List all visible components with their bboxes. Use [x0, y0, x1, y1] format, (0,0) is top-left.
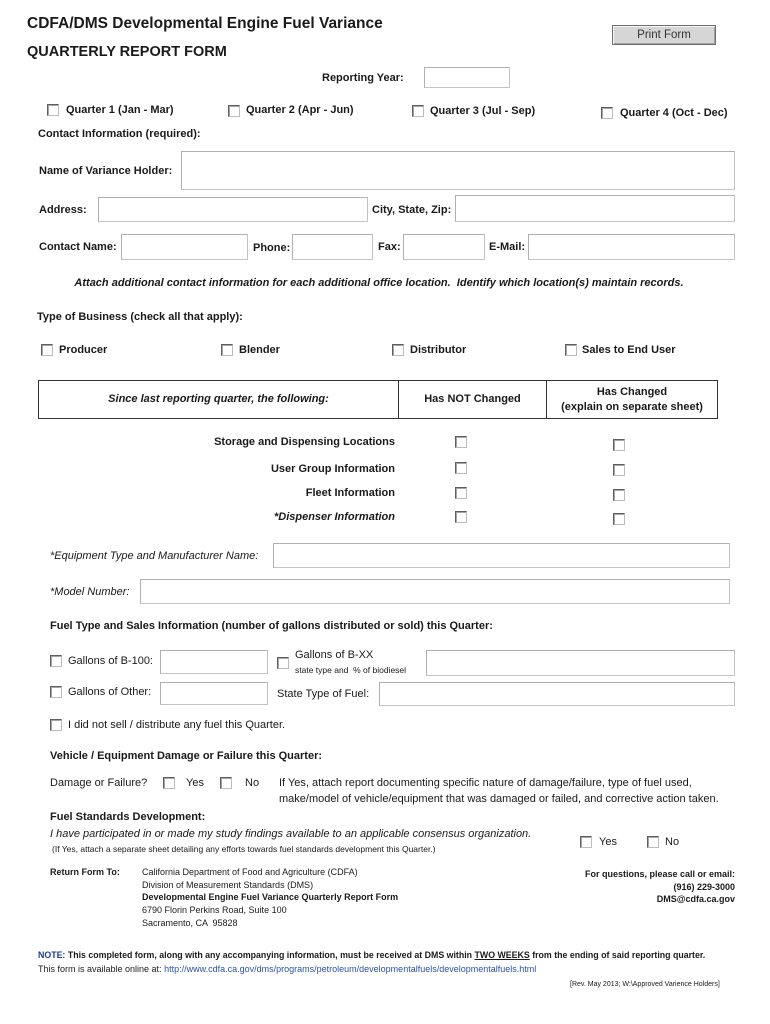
producer-checkbox[interactable] [41, 344, 53, 356]
footer-note [38, 950, 705, 961]
quarter-1-label: Quarter 1 (Jan - Mar) [66, 104, 174, 116]
other-fuel-checkbox[interactable] [50, 686, 62, 698]
return-address-line: Developmental Engine Fuel Variance Quarterly Report Form [142, 892, 399, 902]
phone-label: Phone: [253, 242, 291, 254]
model-number-label: *Model Number: [50, 586, 130, 598]
damage-instructions-line1: If Yes, attach report documenting specific nature of damage/failure, type of fuel used, [279, 777, 692, 789]
business-type-label: Type of Business (check all that apply): [37, 311, 243, 323]
fax-input[interactable] [403, 234, 485, 260]
return-address-line: Sacramento, CA 95828 [142, 918, 238, 928]
change-row-label: User Group Information [270, 463, 395, 475]
quarter-2-checkbox[interactable] [228, 105, 240, 117]
return-address-line: Division of Measurement Standards (DMS) [142, 880, 314, 890]
form-subtitle: QUARTERLY REPORT FORM [27, 44, 227, 60]
changes-header-changed-note: (explain on separate sheet) [561, 400, 703, 413]
variance-holder-input[interactable] [181, 151, 735, 190]
online-url-link[interactable]: http://www.cdfa.ca.gov/dms/programs/petroleum/developmentalfuels/developmentalfuels.html [164, 964, 537, 974]
b100-label: Gallons of B-100: [68, 655, 153, 667]
no-fuel-label: I did not sell / distribute any fuel this Quarter. [68, 719, 286, 731]
contact-section-label: Contact Information (required): [38, 128, 201, 140]
changes-header-not-changed-text: Has NOT Changed [424, 393, 521, 405]
standards-yes-label: Yes [599, 836, 617, 848]
reporting-year-input[interactable] [424, 67, 510, 88]
note-text-start: This completed form, along with any accompanying information, must be received at DMS within [67, 950, 473, 960]
print-form-button[interactable]: Print Form [612, 25, 716, 45]
email-label: E-Mail: [489, 241, 526, 253]
quarter-4-label: Quarter 4 (Oct - Dec) [620, 107, 728, 119]
change-row-changed-checkbox[interactable] [613, 513, 625, 525]
other-fuel-input[interactable] [160, 682, 268, 705]
change-row-label: Storage and Dispensing Locations [214, 436, 395, 448]
changes-header-changed [546, 381, 717, 418]
note-deadline: TWO WEEKS [474, 950, 530, 960]
reporting-year-label: Reporting Year: [322, 72, 404, 84]
online-text: This form is available online at: [38, 964, 162, 974]
standards-yes-checkbox[interactable] [580, 836, 592, 848]
changes-table-header [38, 380, 718, 419]
quarter-3-checkbox[interactable] [412, 105, 424, 117]
standards-section-label: Fuel Standards Development: [50, 811, 206, 823]
producer-label: Producer [59, 344, 108, 356]
questions-label: For questions, please call or email: [584, 869, 735, 879]
quarter-1-checkbox[interactable] [47, 104, 59, 116]
distributor-label: Distributor [410, 344, 467, 356]
changes-header-item [39, 381, 398, 418]
address-label: Address: [39, 204, 87, 216]
standards-no-checkbox[interactable] [647, 836, 659, 848]
standards-note: (If Yes, attach a separate sheet detailing any efforts towards fuel standards development this Quarter.) [52, 844, 436, 854]
bxx-checkbox[interactable] [277, 657, 289, 669]
quarter-3-label: Quarter 3 (Jul - Sep) [430, 105, 536, 117]
revision-note: [Rev. May 2013; W:\Approved Varience Holders] [570, 981, 720, 988]
bxx-sublabel: state type and % of biodiesel [295, 665, 407, 675]
damage-yes-checkbox[interactable] [163, 777, 175, 789]
distributor-checkbox[interactable] [392, 344, 404, 356]
damage-no-label: No [245, 777, 260, 789]
note-text-end: from the ending of said reporting quarter. [532, 950, 706, 960]
sales-to-end-user-checkbox[interactable] [565, 344, 577, 356]
changes-header-item-text: Since last reporting quarter, the following: [108, 393, 329, 405]
change-row-not-changed-checkbox[interactable] [455, 462, 467, 474]
return-address-line: 6790 Florin Perkins Road, Suite 100 [142, 905, 287, 915]
quarter-4-checkbox[interactable] [601, 107, 613, 119]
damage-yes-label: Yes [186, 777, 204, 789]
return-form-label: Return Form To: [50, 867, 120, 877]
note-label: NOTE: [38, 950, 66, 960]
blender-checkbox[interactable] [221, 344, 233, 356]
change-row-not-changed-checkbox[interactable] [455, 511, 467, 523]
standards-no-label: No [665, 836, 680, 848]
change-row-not-changed-checkbox[interactable] [455, 436, 467, 448]
change-row-changed-checkbox[interactable] [613, 439, 625, 451]
state-type-input[interactable] [379, 682, 735, 706]
damage-instructions-line2: make/model of vehicle/equipment that was damaged or failed, and corrective action taken. [279, 793, 719, 805]
contact-name-label: Contact Name: [39, 241, 117, 253]
no-fuel-checkbox[interactable] [50, 719, 62, 731]
questions-phone: (916) 229-3000 [673, 882, 735, 892]
address-input[interactable] [98, 197, 368, 222]
fax-label: Fax: [378, 241, 401, 253]
b100-checkbox[interactable] [50, 655, 62, 667]
form-title: CDFA/DMS Developmental Engine Fuel Variance [27, 15, 383, 32]
fuel-section-label: Fuel Type and Sales Information (number of gallons distributed or sold) this Quarter: [50, 620, 493, 632]
email-input[interactable] [528, 234, 735, 260]
city-state-zip-input[interactable] [455, 195, 735, 222]
equipment-type-input[interactable] [273, 543, 730, 568]
phone-input[interactable] [292, 234, 373, 260]
damage-question: Damage or Failure? [50, 777, 148, 789]
damage-no-checkbox[interactable] [220, 777, 232, 789]
sales-to-end-user-label: Sales to End User [582, 344, 676, 356]
equipment-type-label: *Equipment Type and Manufacturer Name: [50, 550, 259, 562]
b100-input[interactable] [160, 650, 268, 674]
model-number-input[interactable] [140, 579, 730, 604]
other-fuel-label: Gallons of Other: [68, 686, 152, 698]
change-row-changed-checkbox[interactable] [613, 464, 625, 476]
change-row-label: Fleet Information [305, 487, 395, 499]
damage-section-label: Vehicle / Equipment Damage or Failure this Quarter: [50, 750, 323, 762]
quarter-2-label: Quarter 2 (Apr - Jun) [246, 104, 354, 116]
change-row-not-changed-checkbox[interactable] [455, 487, 467, 499]
blender-label: Blender [239, 344, 280, 356]
bxx-label: Gallons of B-XX [295, 649, 374, 661]
return-address-line: California Department of Food and Agriculture (CDFA) [142, 867, 358, 877]
changes-header-not-changed [398, 381, 546, 418]
questions-email: DMS@cdfa.ca.gov [656, 894, 735, 904]
bxx-input[interactable] [426, 650, 735, 676]
footer-online [38, 964, 536, 975]
state-type-label: State Type of Fuel: [277, 688, 370, 700]
city-state-zip-label: City, State, Zip: [372, 204, 452, 216]
change-row-label: *Dispenser Information [273, 511, 395, 523]
change-row-changed-checkbox[interactable] [613, 489, 625, 501]
variance-holder-label: Name of Variance Holder: [39, 165, 173, 177]
contact-name-input[interactable] [121, 234, 248, 260]
changes-header-changed-text: Has Changed [596, 385, 668, 398]
standards-statement: I have participated in or made my study findings available to an applicable consensus organization. [50, 828, 532, 840]
contact-note: Attach additional contact information for each additional office location. Identify which location(s) maintain records. [74, 277, 684, 289]
